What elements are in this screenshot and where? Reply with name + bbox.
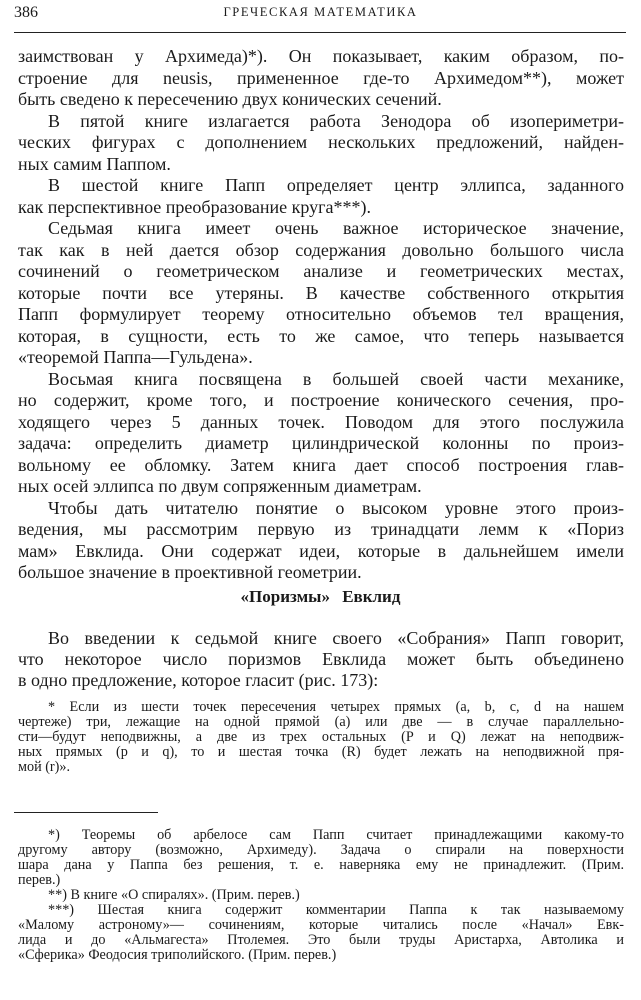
paragraph-line: «теоремой Паппа—Гульдена». bbox=[18, 347, 253, 367]
quote-line: мой (r)». bbox=[18, 759, 71, 775]
running-title: ГРЕЧЕСКАЯ МАТЕМАТИКА bbox=[223, 5, 418, 19]
footnote-line: другому автору (возможно, Архимеду). Задача о спирали на поверхности bbox=[18, 842, 624, 858]
footnote-rule bbox=[14, 812, 158, 813]
quote-line: * Если из шести точек пересечения четырех прямых (a, b, c, d на нашем bbox=[48, 699, 624, 715]
header-rule bbox=[14, 32, 626, 33]
intro-line: в одно предложение, которое гласит (рис. 173): bbox=[18, 670, 379, 690]
footnote-line: «Малому астроному»— сочинениям, которые читались после «Начал» Евк- bbox=[18, 917, 624, 933]
paragraph-line: сочинений о геометрическом анализе и геометрических местах, bbox=[18, 261, 624, 281]
paragraph-line: так как в ней дается обзор содержания довольно большого числа bbox=[18, 239, 624, 260]
footnote-line: «Сферика» Феодосия триполийского. (Прим. перев.) bbox=[18, 947, 337, 963]
paragraph-line: ных самим Паппом. bbox=[18, 153, 171, 174]
intro-paragraph bbox=[18, 628, 624, 691]
footnote-line: лида и до «Альмагеста» Птолемея. Это были труды Аристарха, Автолика и bbox=[18, 932, 624, 948]
quote-line: сти—будут неподвижны, а две из трех остальных (P и Q) лежат на неподвиж- bbox=[18, 729, 624, 745]
footnote-line: перев.) bbox=[18, 872, 61, 888]
footnote-line: ***) Шестая книга содержит комментарии Паппа к так называемому bbox=[48, 902, 624, 918]
paragraph-line: В пятой книге излагается работа Зенодора об изопериметри- bbox=[48, 110, 624, 131]
paragraph-line: Чтобы дать читателю понятие о высоком уровне этого произ- bbox=[48, 497, 624, 518]
paragraph-line: вольному ее обломку. Затем книга дает способ построения глав- bbox=[18, 454, 624, 475]
footnotes bbox=[18, 828, 624, 963]
paragraph-line: мам» Евклида. Они содержат идеи, которые в дальнейшем имели bbox=[18, 540, 624, 561]
paragraph-line: ных осей эллипса по двум сопряженным диаметрам. bbox=[18, 476, 422, 496]
intro-line: Во введении к седьмой книге своего «Собрания» Папп говорит, bbox=[48, 628, 624, 648]
quote-line: ных прямых (p и q), то и шестая точка (R) будет лежать на неподвижной пря- bbox=[18, 744, 624, 760]
paragraph-line: быть сведено к пересечению двух конических сечений. bbox=[18, 89, 442, 109]
paragraph-line: которая, в сущности, есть то же самое, что теперь называется bbox=[18, 325, 624, 346]
section-heading: «Поризмы» Евклид bbox=[240, 587, 401, 606]
paragraph-line: В шестой книге Папп определяет центр эллипса, заданного bbox=[48, 175, 624, 195]
body-text bbox=[18, 46, 624, 584]
paragraph-line: как перспективное преобразование круга***). bbox=[18, 196, 371, 217]
quote-line: чертеже) три, лежащие на одной прямой (a) или две — в случае параллельно- bbox=[18, 714, 624, 730]
paragraph-line: задача: определить диаметр цилиндрической колонны по произ- bbox=[18, 433, 624, 453]
paragraph-line: заимствован у Архимеда)*). Он показывает, каким образом, по- bbox=[18, 46, 624, 66]
paragraph-line: строение для neusis, примененное где-то Архимедом**), может bbox=[18, 67, 624, 88]
footnote-line: **) В книге «О спиралях». (Прим. перев.) bbox=[48, 887, 300, 903]
paragraph-line: Папп формулирует теорему относительно объемов тел вращения, bbox=[18, 304, 624, 324]
paragraph-line: ходящего через 5 данных точек. Поводом для этого послужила bbox=[18, 411, 624, 432]
page-number: 386 bbox=[14, 4, 38, 21]
paragraph-line: ведения, мы рассмотрим первую из тринадцати лемм к «Пориз bbox=[18, 519, 624, 539]
paragraph-line: Восьмая книга посвящена в большей своей части механике, bbox=[48, 368, 624, 389]
footnote-line: *) Теоремы об арбелосе сам Папп считает принадлежащими какому-то bbox=[48, 827, 624, 843]
paragraph-line: большое значение в проективной геометрии. bbox=[18, 562, 362, 582]
intro-line: что некоторое число поризмов Евклида может быть объединено bbox=[18, 649, 624, 669]
footnote-line: шара дана у Паппа без решения, т. е. наверняка ему не принадлежит. (Прим. bbox=[18, 857, 624, 873]
paragraph-line: Седьмая книга имеет очень важное историческое значение, bbox=[48, 218, 624, 238]
paragraph-line: ческих фигурах с дополнением нескольких предложений, найден- bbox=[18, 132, 624, 152]
paragraph-line: но содержит, кроме того, и построение конического сечения, про- bbox=[18, 390, 624, 410]
paragraph-line: которые почти все утеряны. В качестве собственного открытия bbox=[18, 282, 624, 303]
quoted-porism bbox=[18, 700, 624, 775]
